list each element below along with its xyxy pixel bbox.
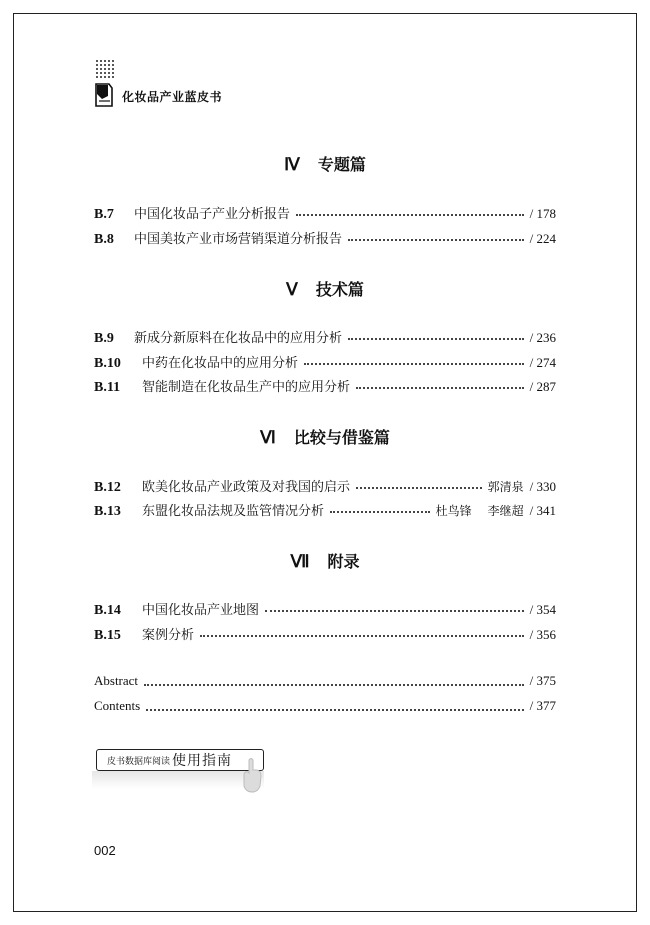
logo-dot <box>108 76 110 78</box>
book-logo-icon <box>94 82 114 108</box>
dot-leader <box>304 363 524 365</box>
logo-dot <box>108 60 110 62</box>
toc-entry-abstract[interactable] <box>94 673 556 691</box>
dot-leader <box>348 239 524 241</box>
entry-title: 中国化妆品产业地图 <box>142 603 260 618</box>
entry-title: 中国化妆品子产业分析报告 <box>134 207 291 222</box>
logo-dot <box>96 68 98 70</box>
logo-dot <box>100 64 102 66</box>
entry-page: / 341 <box>529 503 556 518</box>
part-numeral: Ⅶ <box>290 552 310 571</box>
part-heading-6 <box>0 425 650 448</box>
logo-dot <box>100 60 102 62</box>
entry-code: B.15 <box>94 628 121 643</box>
entry-author: 杜鸟锋 <box>435 504 472 518</box>
page-number: 002 <box>94 843 116 858</box>
entry-author: 郭清泉 <box>487 480 524 494</box>
database-guide-button[interactable] <box>96 749 264 771</box>
toc-entry[interactable] <box>94 624 556 642</box>
toc-entry[interactable] <box>94 500 556 518</box>
entry-author: 李继超 <box>487 504 524 518</box>
part-numeral: Ⅴ <box>286 280 298 299</box>
entry-code: B.7 <box>94 207 114 222</box>
entry-title: 中国美妆产业市场营销渠道分析报告 <box>134 232 343 247</box>
logo-dot <box>112 64 114 66</box>
part-title: 附录 <box>327 552 360 571</box>
logo-dot <box>112 68 114 70</box>
dot-leader <box>348 338 524 340</box>
dot-leader <box>356 487 482 489</box>
entry-page: / 274 <box>529 355 556 370</box>
dots-pattern-icon <box>96 58 116 80</box>
logo-dot <box>96 72 98 74</box>
logo-dot <box>100 68 102 70</box>
part-numeral: Ⅳ <box>284 155 300 174</box>
toc-entry[interactable] <box>94 476 556 494</box>
part-heading-5 <box>0 277 650 300</box>
series-header <box>94 58 294 110</box>
logo-dot <box>108 68 110 70</box>
logo-dot <box>104 76 106 78</box>
entry-page: / 375 <box>529 673 556 688</box>
logo-dot <box>112 60 114 62</box>
logo-dot <box>100 72 102 74</box>
entry-title: 新成分新原料在化妆品中的应用分析 <box>134 331 343 346</box>
logo-dot <box>100 76 102 78</box>
logo-dot <box>108 64 110 66</box>
entry-title: Contents <box>94 698 141 713</box>
logo-dot <box>112 72 114 74</box>
part-numeral: Ⅵ <box>260 428 276 447</box>
dot-leader <box>330 511 430 513</box>
toc-entry-contents[interactable] <box>94 698 556 716</box>
entry-title: 欧美化妆品产业政策及对我国的启示 <box>142 480 351 495</box>
entry-code: B.12 <box>94 480 121 495</box>
logo-dot <box>104 68 106 70</box>
dot-leader <box>146 709 523 711</box>
entry-page: / 236 <box>529 330 556 345</box>
entry-page: / 224 <box>529 231 556 246</box>
logo-dot <box>112 76 114 78</box>
part-title: 比较与借鉴篇 <box>293 428 390 447</box>
entry-page: / 356 <box>529 627 556 642</box>
entry-code: B.8 <box>94 232 114 247</box>
pointing-hand-icon <box>240 756 264 794</box>
guide-shadow <box>92 771 264 789</box>
logo-dot <box>96 76 98 78</box>
dot-leader <box>296 214 524 216</box>
dot-leader <box>356 387 524 389</box>
entry-title: 智能制造在化妆品生产中的应用分析 <box>142 380 351 395</box>
entry-code: B.9 <box>94 331 114 346</box>
part-heading-4 <box>0 152 650 175</box>
entry-code: B.14 <box>94 603 121 618</box>
toc-entry[interactable] <box>94 327 556 345</box>
entry-title: Abstract <box>94 673 139 688</box>
toc-entry[interactable] <box>94 352 556 370</box>
entry-page: / 178 <box>529 206 556 221</box>
entry-page: / 354 <box>529 602 556 617</box>
toc-entry[interactable] <box>94 599 556 617</box>
entry-page: / 377 <box>529 698 556 713</box>
dot-leader <box>144 684 524 686</box>
logo-dot <box>104 72 106 74</box>
toc-entry[interactable] <box>94 203 556 221</box>
entry-title: 案例分析 <box>142 628 195 643</box>
entry-title: 东盟化妆品法规及监管情况分析 <box>142 504 325 519</box>
logo-dot <box>96 64 98 66</box>
logo-dot <box>104 64 106 66</box>
part-title: 技术篇 <box>315 280 364 299</box>
part-title: 专题篇 <box>317 155 366 174</box>
toc-entry[interactable] <box>94 228 556 246</box>
series-title: 化妆品产业蓝皮书 <box>122 90 223 104</box>
dot-leader <box>200 635 524 637</box>
dot-leader <box>265 610 524 612</box>
entry-page: / 287 <box>529 379 556 394</box>
guide-big-text: 使用指南 <box>172 753 233 769</box>
toc-entry[interactable] <box>94 376 556 394</box>
logo-dot <box>108 72 110 74</box>
entry-code: B.13 <box>94 504 121 519</box>
entry-title: 中药在化妆品中的应用分析 <box>142 356 299 371</box>
entry-code: B.10 <box>94 356 121 371</box>
part-heading-7 <box>0 549 650 572</box>
logo-dot <box>104 60 106 62</box>
entry-page: / 330 <box>529 479 556 494</box>
entry-code: B.11 <box>94 380 121 395</box>
guide-small-text: 皮书数据库阅读 <box>107 756 171 767</box>
logo-dot <box>96 60 98 62</box>
